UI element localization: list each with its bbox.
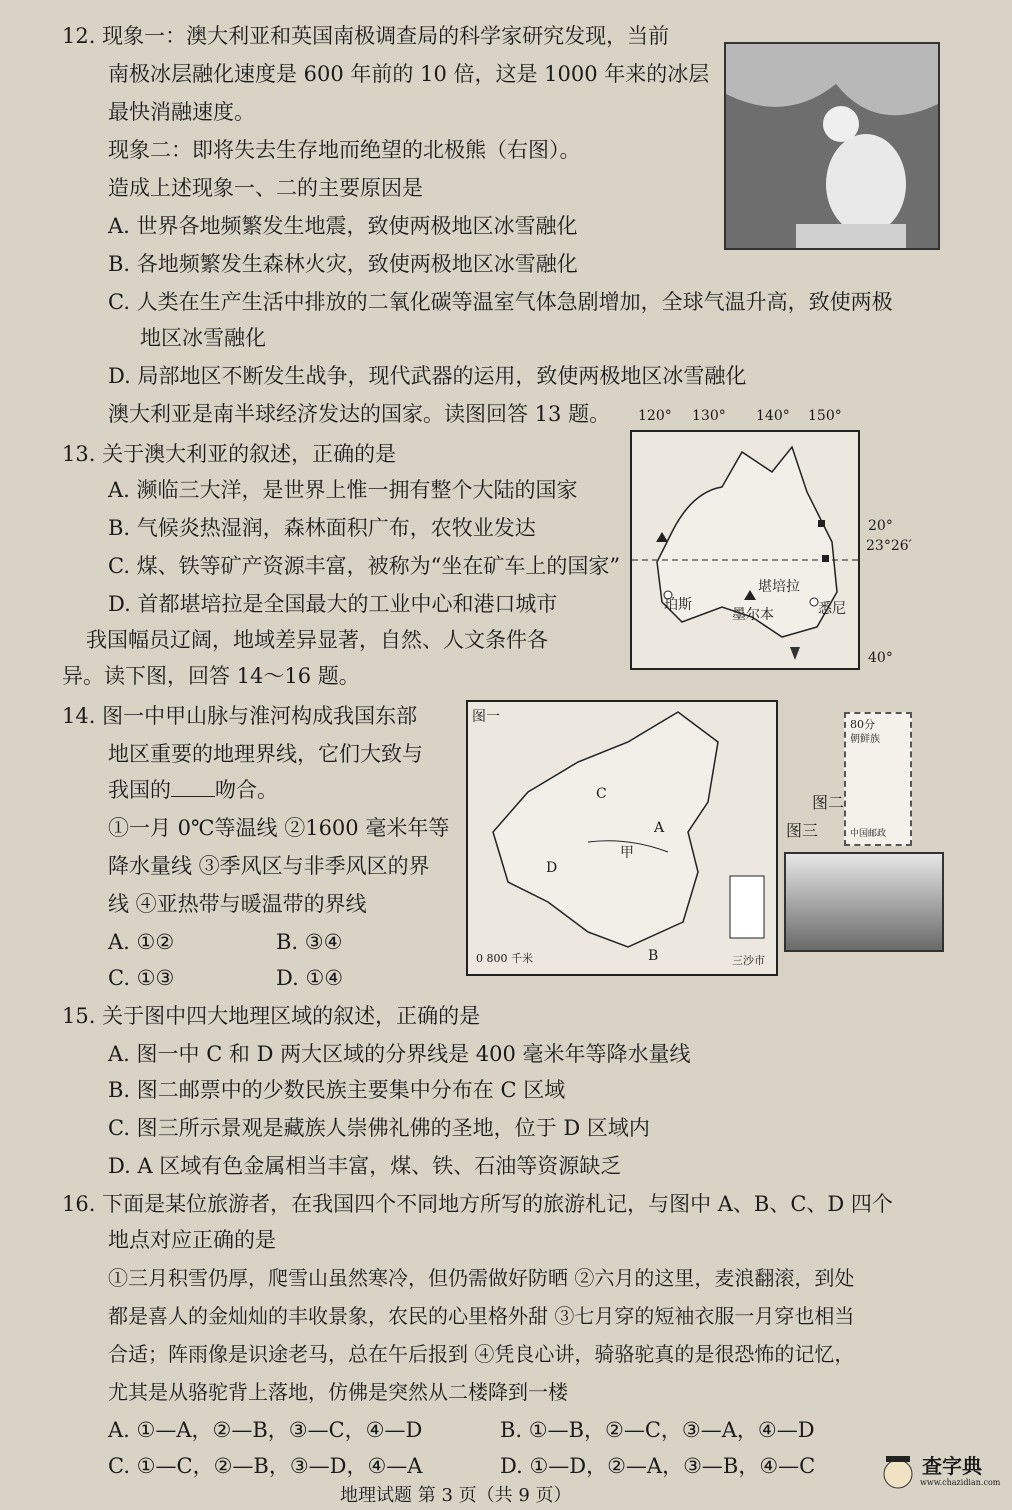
q14-stem-1: 14. 图一中甲山脉与淮河构成我国东部 xyxy=(62,704,418,728)
q14-item-1: ①一月 0℃等温线 ②1600 毫米年等 xyxy=(108,816,450,840)
q12-stem-3: 最快消融速度。 xyxy=(108,100,255,124)
q14-option-a: A. ①② xyxy=(108,930,175,954)
q15-option-d: D. A 区域有色金属相当丰富，煤、铁、石油等资源缺乏 xyxy=(108,1154,622,1178)
lat-20: 20° xyxy=(868,518,893,534)
lon-150: 150° xyxy=(808,408,842,424)
q14-stem-3 xyxy=(108,776,278,804)
mark-b: B xyxy=(648,948,659,964)
intro-14-line-2: 异。读下图，回答 14～16 题。 xyxy=(62,664,360,688)
stamp xyxy=(844,712,912,846)
q14-option-d: D. ①④ xyxy=(276,966,344,990)
q13-option-a: A. 濒临三大洋，是世界上惟一拥有整个大陆的国家 xyxy=(108,478,578,502)
q15-option-c: C. 图三所示景观是藏族人崇佛礼佛的圣地，位于 D 区域内 xyxy=(108,1116,650,1140)
q16-stem-1: 16. 下面是某位旅游者，在我国四个不同地方所写的旅游札记，与图中 A、B、C、D 四个 xyxy=(62,1192,893,1216)
q14-stem-2: 地区重要的地理界线，它们大致与 xyxy=(108,742,423,766)
q13-option-b: B. 气候炎热湿润，森林面积广布，农牧业发达 xyxy=(108,516,536,540)
city-perth: 珀斯 xyxy=(664,597,692,613)
potala-palace-photo xyxy=(784,852,944,952)
mark-jia: 甲 xyxy=(620,845,634,861)
q16-text-3: 合适；阵雨像是识途老马，总在午后报到 ④凭良心讲，骑骆驼真的是很恐怖的记忆， xyxy=(108,1342,855,1366)
city-canberra: 堪培拉 xyxy=(758,579,800,595)
q12-option-b: B. 各地频繁发生森林火灾，致使两极地区冰雪融化 xyxy=(108,252,578,276)
q16-text-4: 尤其是从骆驼背上落地，仿佛是突然从二楼降到一楼 xyxy=(108,1380,568,1404)
q14-item-2: 降水量线 ③季风区与非季风区的界 xyxy=(108,854,430,878)
mark-a: A xyxy=(654,820,665,836)
fig3-label: 图三 xyxy=(786,821,819,840)
mark-c: C xyxy=(596,786,607,802)
fig1-label: 图一 xyxy=(472,709,500,725)
watermark-url: www.chazidian.com xyxy=(920,1478,1001,1487)
lon-130: 130° xyxy=(692,408,726,424)
q16-option-a: A. ①—A，②—B，③—C，④—D xyxy=(108,1418,423,1442)
lon-120: 120° xyxy=(638,408,672,424)
q16-text-1: ①三月积雪仍厚，爬雪山虽然寒冷，但仍需做好防晒 ②六月的这里，麦浪翻滚，到处 xyxy=(108,1266,855,1290)
q12-option-c-2: 地区冰雪融化 xyxy=(140,326,266,350)
intro-14-line-1: 我国幅员辽阔，地域差异显著，自然、人文条件各 xyxy=(86,628,548,652)
q13-option-d: D. 首都堪培拉是全国最大的工业中心和港口城市 xyxy=(108,592,558,616)
china-outline-icon xyxy=(468,702,776,974)
student-mascot-icon xyxy=(880,1454,916,1494)
q12-stem-2: 南极冰层融化速度是 600 年前的 10 倍，这是 1000 年来的冰层 xyxy=(108,62,710,86)
q12-option-d: D. 局部地区不断发生战争，现代武器的运用，致使两极地区冰雪融化 xyxy=(108,364,747,388)
inset-sansha: 三沙市 xyxy=(732,954,765,967)
china-map xyxy=(466,700,778,976)
q14-stem-3b: 吻合。 xyxy=(215,778,278,802)
q12-option-a: A. 世界各地频繁发生地震，致使两极地区冰雪融化 xyxy=(108,214,578,238)
q12-option-c-1: C. 人类在生产生活中排放的二氧化碳等温室气体急剧增加，全球气温升高，致使两极 xyxy=(108,290,893,314)
q15-option-b: B. 图二邮票中的少数民族主要集中分布在 C 区域 xyxy=(108,1078,566,1102)
australia-map xyxy=(630,408,930,668)
lat-40: 40° xyxy=(868,650,893,666)
city-sydney: 悉尼 xyxy=(818,601,846,617)
polar-bear-photo xyxy=(724,42,940,250)
watermark-name: 查字典 xyxy=(922,1454,982,1478)
answer-blank xyxy=(171,796,215,797)
q16-option-d: D. ①—D，②—A，③—B，④—C xyxy=(500,1454,816,1478)
q16-option-b: B. ①—B，②—C，③—A，④—D xyxy=(500,1418,815,1442)
fig2-label: 图二 xyxy=(812,793,845,812)
q14-option-b: B. ③④ xyxy=(276,930,343,954)
stamp-title: 朝鲜族 xyxy=(850,734,880,745)
q14-option-c: C. ①③ xyxy=(108,966,175,990)
city-melbourne: 墨尔本 xyxy=(732,607,774,623)
q12-stem-4: 现象二：即将失去生存地而绝望的北极熊（右图）。 xyxy=(108,138,581,162)
q15-stem: 15. 关于图中四大地理区域的叙述，正确的是 xyxy=(62,1004,481,1028)
q14-stem-3a: 我国的 xyxy=(108,778,171,802)
stamp-value: 80分 xyxy=(850,718,875,731)
q13-stem: 13. 关于澳大利亚的叙述，正确的是 xyxy=(62,442,397,466)
q16-option-c: C. ①—C，②—B，③—D，④—A xyxy=(108,1454,423,1478)
scale-bar: 0 800 千米 xyxy=(476,952,533,965)
lon-140: 140° xyxy=(756,408,790,424)
page-footer: 地理试题 第 3 页（共 9 页） xyxy=(340,1485,572,1506)
watermark-logo xyxy=(880,1450,1006,1496)
mark-d: D xyxy=(546,860,558,876)
polar-bear-icon xyxy=(726,44,938,248)
q14-item-3: 线 ④亚热带与暖温带的界线 xyxy=(108,892,367,916)
q13-option-c: C. 煤、铁等矿产资源丰富，被称为“坐在矿车上的国家” xyxy=(108,554,621,578)
q15-option-a: A. 图一中 C 和 D 两大区域的分界线是 400 毫米年等降水量线 xyxy=(108,1042,691,1066)
q12-stem-1: 12. 现象一：澳大利亚和英国南极调查局的科学家研究发现，当前 xyxy=(62,24,670,48)
q16-text-2: 都是喜人的金灿灿的丰收景象，农民的心里格外甜 ③七月穿的短袖衣服一月穿也相当 xyxy=(108,1304,855,1328)
q16-stem-2: 地点对应正确的是 xyxy=(108,1228,276,1252)
lat-23: 23°26′ xyxy=(866,538,912,554)
intro-13: 澳大利亚是南半球经济发达的国家。读图回答 13 题。 xyxy=(108,402,611,426)
australia-outline-icon xyxy=(632,432,858,668)
q12-stem-5: 造成上述现象一、二的主要原因是 xyxy=(108,176,423,200)
stamp-country: 中国邮政 xyxy=(850,829,887,839)
